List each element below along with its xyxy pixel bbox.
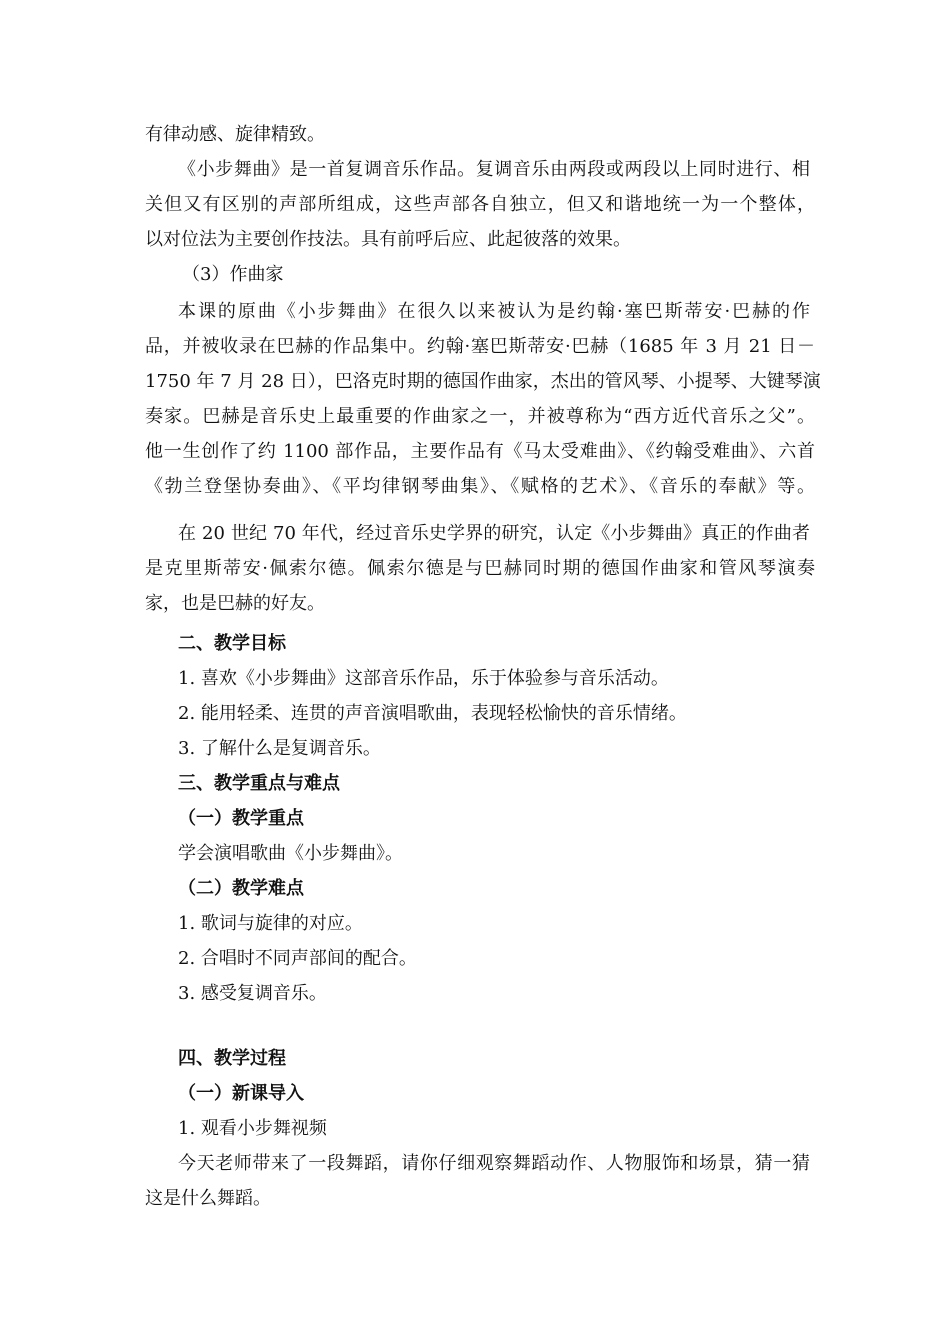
paragraph-line: 以对位法为主要创作技法。具有前呼后应、此起彼落的效果。 <box>145 229 631 250</box>
list-item: 2. 合唱时不同声部间的配合。 <box>178 948 417 969</box>
list-item: 3. 了解什么是复调音乐。 <box>178 738 381 759</box>
list-item: 2. 能用轻柔、连贯的声音演唱歌曲，表现轻松愉快的音乐情绪。 <box>178 703 687 724</box>
section-heading: 三、教学重点与难点 <box>178 773 340 794</box>
paragraph-line: 这是什么舞蹈。 <box>145 1188 271 1209</box>
list-item: 1. 观看小步舞视频 <box>178 1118 327 1139</box>
subsection-heading: （一）教学重点 <box>178 808 304 829</box>
paragraph-line: 1750 年 7 月 28 日），巴洛克时期的德国作曲家，杰出的管风琴、小提琴、大键琴演 <box>145 371 821 392</box>
paragraph-line: 是克里斯蒂安·佩索尔德。佩索尔德是与巴赫同时期的德国作曲家和管风琴演奏 <box>145 558 815 579</box>
paragraph-line: 家，也是巴赫的好友。 <box>145 593 325 614</box>
paragraph-line: 今天老师带来了一段舞蹈，请你仔细观察舞蹈动作、人物服饰和场景，猜一猜 <box>178 1153 810 1174</box>
section-heading: 四、教学过程 <box>178 1048 286 1069</box>
subheading-composer: （3）作曲家 <box>182 264 284 285</box>
paragraph-line: 在 20 世纪 70 年代，经过音乐史学界的研究，认定《小步舞曲》真正的作曲者 <box>178 523 810 544</box>
paragraph-line: 奏家。巴赫是音乐史上最重要的作曲家之一，并被尊称为“西方近代音乐之父”。 <box>145 406 815 427</box>
paragraph-line: 品，并被收录在巴赫的作品集中。约翰·塞巴斯蒂安·巴赫（1685 年 3 月 21 日－ <box>145 336 815 357</box>
subsection-heading: （二）教学难点 <box>178 878 304 899</box>
paragraph-line: 学会演唱歌曲《小步舞曲》。 <box>178 843 403 864</box>
list-item: 1. 歌词与旋律的对应。 <box>178 913 363 934</box>
paragraph-line: 《勃兰登堡协奏曲》、《平均律钢琴曲集》、《赋格的艺术》、《音乐的奉献》等。 <box>145 476 815 497</box>
paragraph-line: 关但又有区别的声部所组成，这些声部各自独立，但又和谐地统一为一个整体， <box>145 194 815 215</box>
paragraph-line: 有律动感、旋律精致。 <box>145 124 325 145</box>
list-item: 1. 喜欢《小步舞曲》这部音乐作品，乐于体验参与音乐活动。 <box>178 668 669 689</box>
paragraph-line: 本课的原曲《小步舞曲》在很久以来被认为是约翰·塞巴斯蒂安·巴赫的作 <box>178 301 810 322</box>
paragraph-line: 他一生创作了约 1100 部作品，主要作品有《马太受难曲》、《约翰受难曲》、六首 <box>145 441 815 462</box>
paragraph-line: 《小步舞曲》是一首复调音乐作品。复调音乐由两段或两段以上同时进行、相 <box>178 159 810 180</box>
section-heading: 二、教学目标 <box>178 633 286 654</box>
subsection-heading: （一）新课导入 <box>178 1083 304 1104</box>
list-item: 3. 感受复调音乐。 <box>178 983 327 1004</box>
